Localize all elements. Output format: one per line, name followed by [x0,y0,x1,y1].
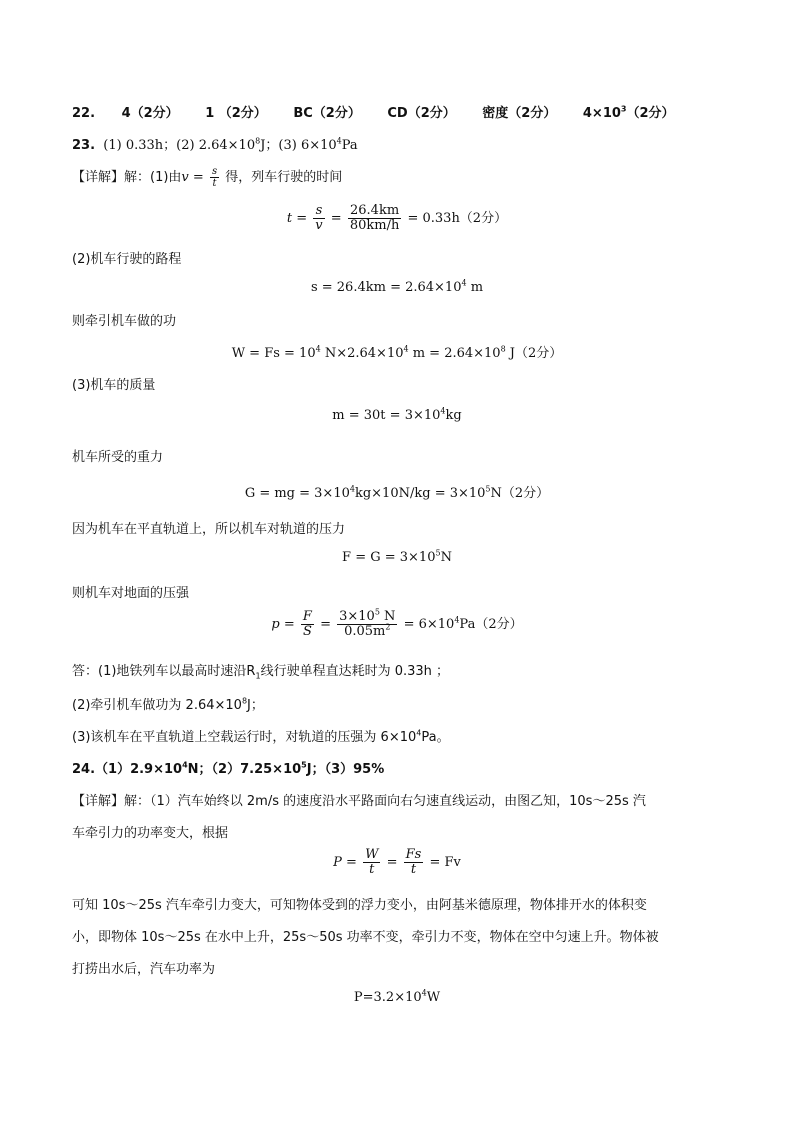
equation-final-power: $P=3.2\times 10^4W$ [353,988,441,1005]
equation-power: P = $\frac{W}{t}$ = $\frac{Fs}{t}$ = Fv [333,847,461,877]
q23-summary: 23. (1) 0.33h；(2) $2.64\times 10^8J$；(3) $6\times 10^4Pa$ [72,136,358,153]
answer-item: 密度（2分） [482,106,557,121]
paragraph-line: 小，即物体 10s～25s 在水中上升，25s～50s 功率不变，牵引力不变，物体在空中匀速上升。物体被 [72,930,659,945]
equation-pressure: p = $\frac{F}{S}$ = $\frac{3\times 10^5 N}{0.05m^2}$ = $6\times 10^4Pa(2$分） [271,607,523,639]
paragraph-line: 【详解】解：（1）汽车始终以 2m/s 的速度沿水平路面向右匀速直线运动，由图乙知，10s～25s 汽 [72,794,646,809]
equation-gravity: G = mg = $3\times 10^4kg\times 10N/kg = 3\times 10^5N(2$分） [244,484,550,501]
paragraph-line: 车牵引力的功率变大，根据 [72,826,229,841]
q23-detail-line: 【详解】解：(1)由v = $\frac{s}{t}$ 得，列车行驶的时间 [72,166,343,189]
equation-force: $F = G = 3\times 10^5N$ [342,548,452,565]
answer-line: 答：(1)地铁列车以最高时速沿$R_1$线行驶单程直达耗时为 0.33h ； [72,664,450,681]
answer-item: 1 （2分） [205,106,267,121]
fraction: $\frac{W}{t}$ [365,847,379,877]
part-label: (2)机车行驶的路程 [72,252,182,267]
equation-work: $W = Fs = 10^4$ $N\times 2.64\times 10^4$ $m = 2.64\times 10^8$ J（2分） [231,344,563,361]
equation-distance: $s = 26.4km = 2.64\times 10^4$ m [310,278,484,295]
question-number: 23. [72,138,96,153]
q24-summary: $24.(1)2.9\times 10^4N$；$(2)7.25\times 10^5J$；（3）95% [72,760,385,777]
paragraph-line: 打捞出水后，汽车功率为 [72,962,216,977]
equation-time: t = $\frac{s}{v}$ = $\frac{26.4km}{80km/h}$ = 0.33h（2分） [286,203,508,233]
fraction: $\frac{F}{S}$ [302,609,312,639]
part-label: 则机车对地面的压强 [72,586,190,601]
part-label: 机车所受的重力 [72,450,164,465]
answer-item: 4（2分） [121,106,179,121]
fraction: $\frac{s}{t}$ [211,166,218,189]
equation-mass: $m = 30t = 3\times 10^4kg$ [332,406,462,423]
fraction: $\frac{3\times 10^5 N}{0.05m^2}$ [339,607,396,639]
answer-item: BC（2分） [293,106,361,121]
q22-answers [72,102,675,121]
part-label: (3)机车的质量 [72,378,156,393]
part-label: 则牵引机车做的功 [72,314,177,329]
answer-item: $4\times 10^3(2$分） [582,104,675,121]
fraction: $\frac{Fs}{t}$ [405,847,422,877]
paragraph-line: 可知 10s～25s 汽车牵引力变大，可知物体受到的浮力变小，由阿基米德原理，物体排开水的体积变 [72,898,647,913]
answer-line: (2)牵引机车做功为 $2.64\times 10^8J$； [72,696,264,713]
fraction: $\frac{26.4km}{80km/h}$ [349,203,400,233]
question-number: 22. [72,106,96,121]
fraction: $\frac{s}{v}$ [315,203,323,233]
answer-line: (3)该机车在平直轨道上空载运行时，对轨道的压强为 $6\times 10^4Pa$。 [72,728,450,745]
part-label: 因为机车在平直轨道上，所以机车对轨道的压力 [72,522,346,537]
answer-item: CD（2分） [387,106,456,121]
